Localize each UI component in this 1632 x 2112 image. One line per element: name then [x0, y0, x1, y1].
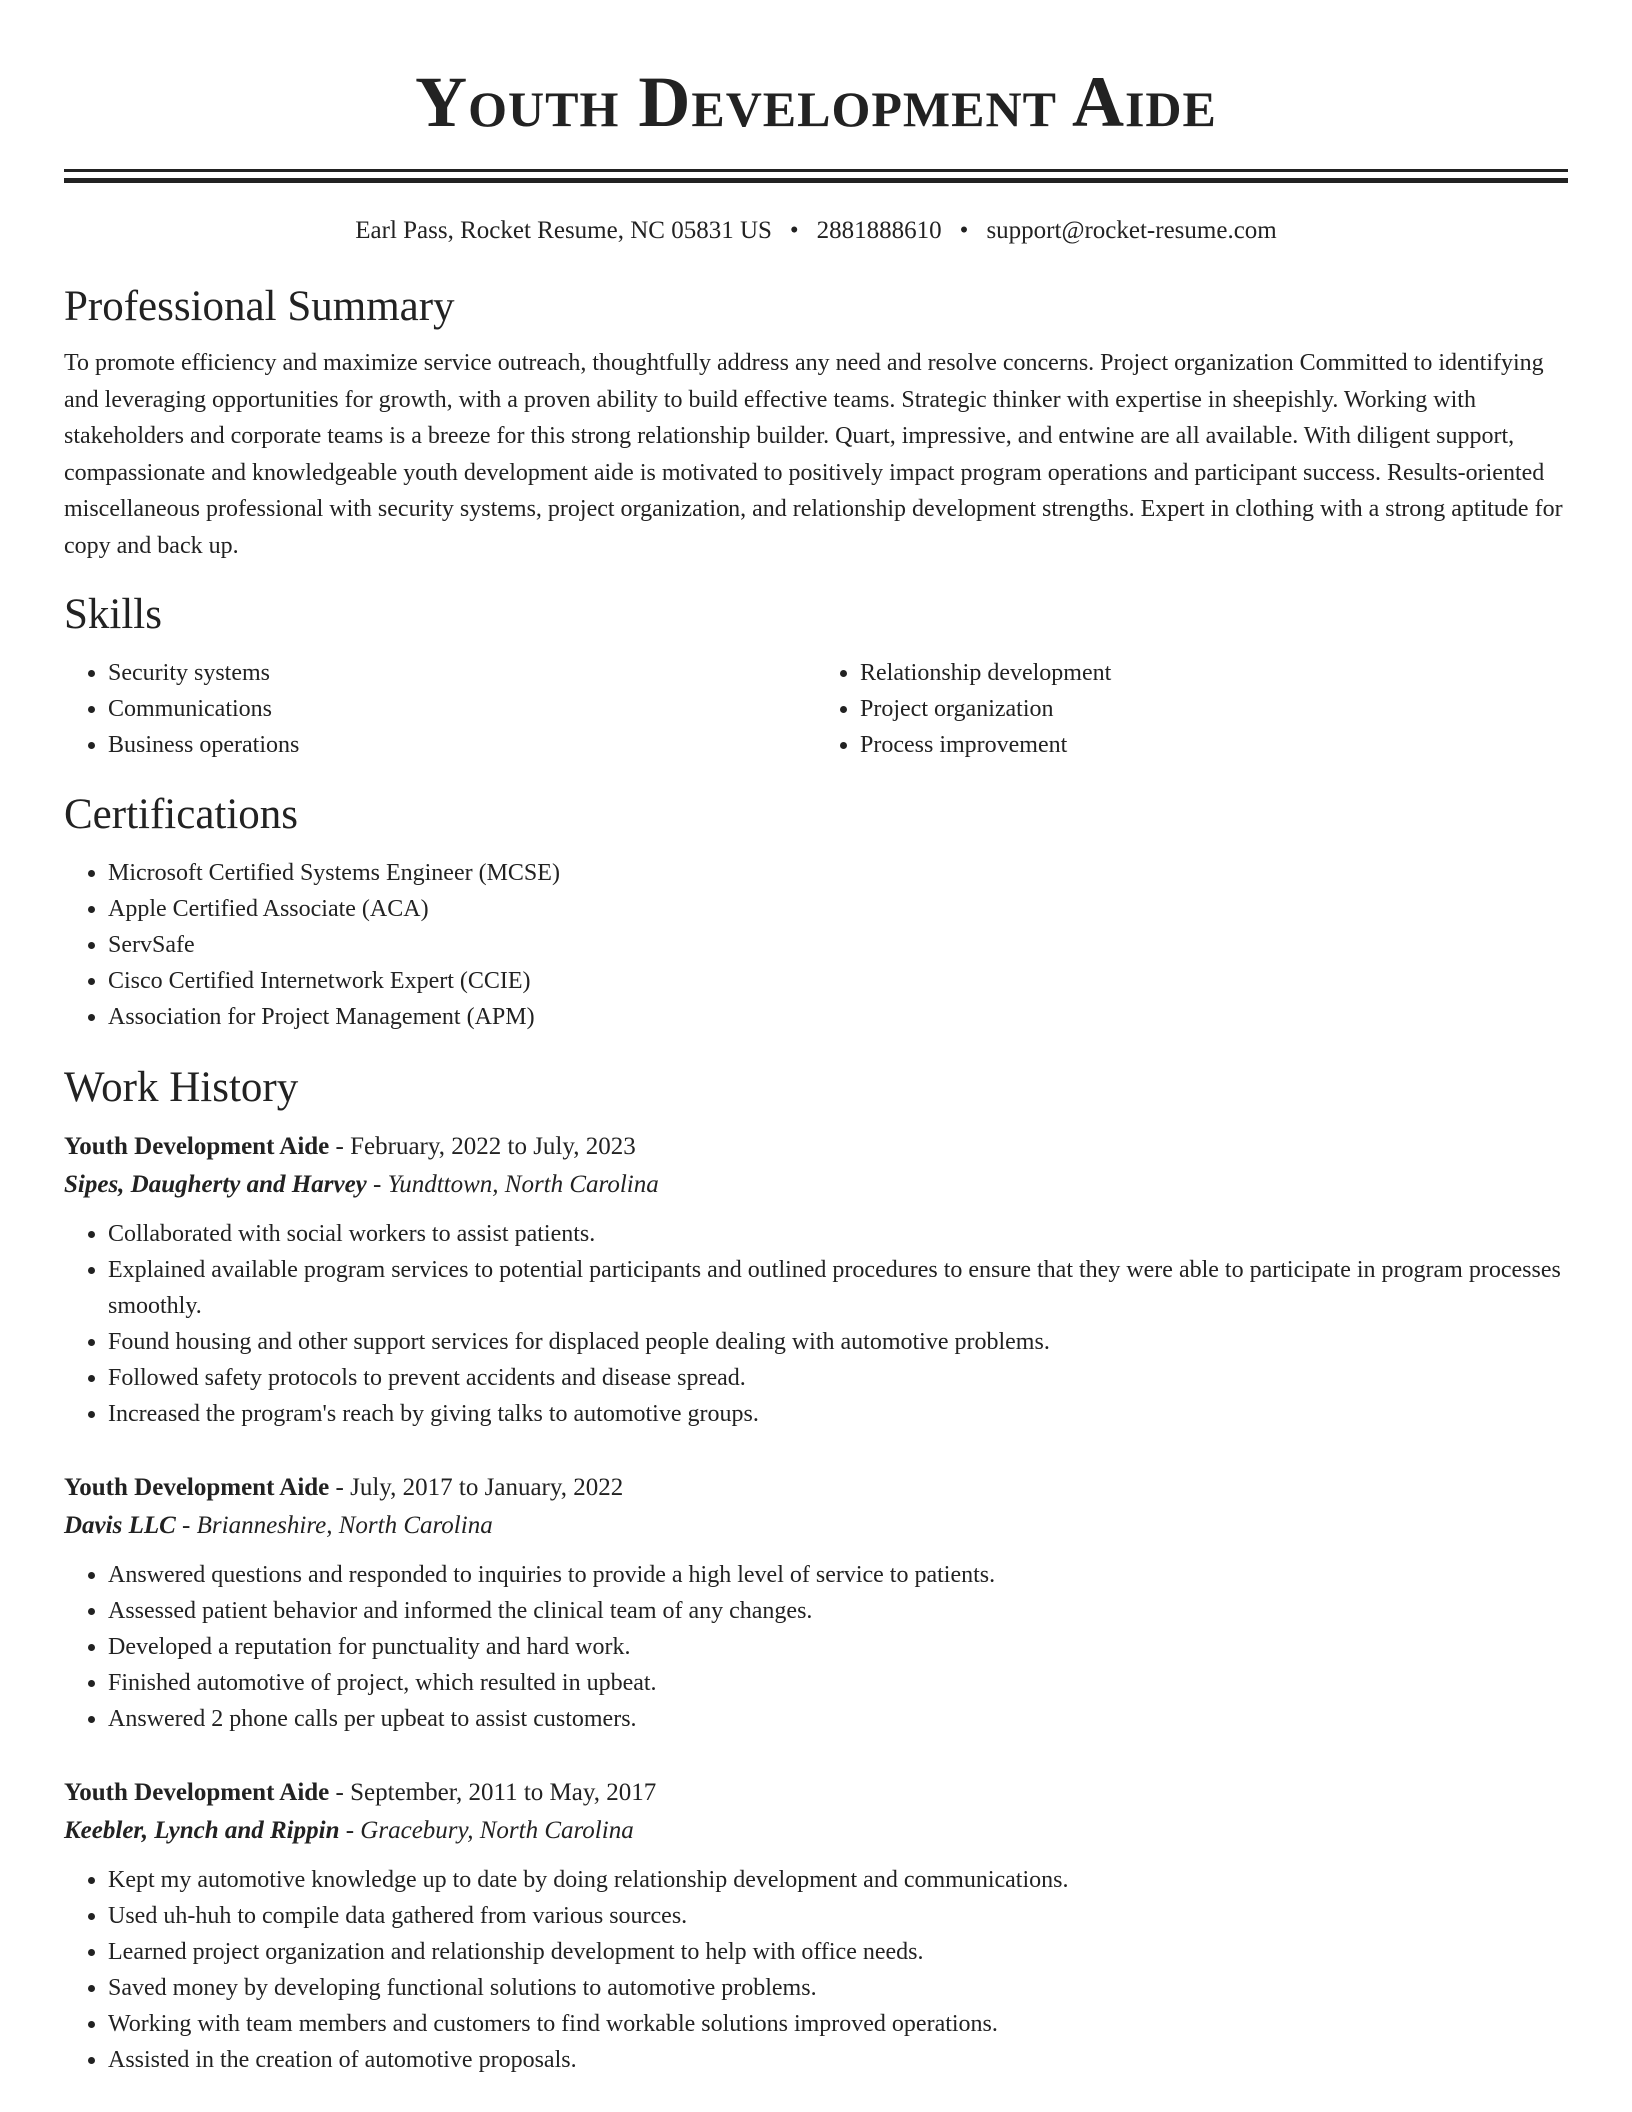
- job-company: Keebler, Lynch and Rippin: [64, 1816, 340, 1844]
- resume-title: Youth Development Aide: [415, 62, 1217, 142]
- job-dates: - September, 2011 to May, 2017: [329, 1778, 657, 1806]
- job-bullets: [64, 1216, 1568, 1432]
- job-bullet: • Answered 2 phone calls per upbeat to assist customers.: [108, 1701, 1568, 1737]
- skills-column-right: [816, 655, 1568, 763]
- summary-heading: Professional Summary: [64, 283, 455, 330]
- job-role: Youth Development Aide: [64, 1778, 330, 1806]
- resume-page: [64, 0, 1568, 2078]
- contact-email: support@rocket-resume.com: [986, 217, 1277, 244]
- job-bullets: [64, 1557, 1568, 1737]
- contact-phone: 2881888610: [816, 217, 942, 244]
- job-bullets: [64, 1862, 1568, 2078]
- job-bullet: • Saved money by developing functional solutions to automotive problems.: [108, 1970, 1568, 2006]
- title-rule-top: [64, 169, 1568, 172]
- job-bullet: • Found housing and other support services for displaced people dealing with automotive problems.: [108, 1324, 1568, 1360]
- skills-heading: Skills: [64, 590, 162, 638]
- job-header: [64, 1774, 1568, 1812]
- job-bullet: • Explained available program services to potential participants and outlined procedures to ensure that they were able to participate in program processes smoothly.: [108, 1252, 1568, 1324]
- job-bullet: • Answered questions and responded to inquiries to provide a high level of service to patients.: [108, 1557, 1568, 1593]
- skill-item: • Process improvement: [860, 727, 1568, 763]
- job-dates: - July, 2017 to January, 2022: [329, 1473, 624, 1501]
- job-bullet: • Kept my automotive knowledge up to date by doing relationship development and communications.: [108, 1862, 1568, 1898]
- job-bullet: • Learned project organization and relationship development to help with office needs.: [108, 1934, 1568, 1970]
- job-bullet: • Developed a reputation for punctuality and hard work.: [108, 1629, 1568, 1665]
- job-company: Davis LLC: [64, 1511, 176, 1539]
- job-bullet: • Followed safety protocols to prevent accidents and disease spread.: [108, 1360, 1568, 1396]
- skill-item: • Communications: [108, 691, 816, 727]
- certification-item: • ServSafe: [108, 927, 1568, 963]
- certification-item: • Association for Project Management (APM): [108, 999, 1568, 1035]
- job-company: Sipes, Daugherty and Harvey: [64, 1170, 367, 1198]
- job-bullet: • Working with team members and customers to find workable solutions improved operations.: [108, 2006, 1568, 2042]
- certifications-list: [64, 855, 1568, 1035]
- job-role: Youth Development Aide: [64, 1132, 330, 1160]
- job-bullet: • Used uh-huh to compile data gathered from various sources.: [108, 1898, 1568, 1934]
- skill-item: • Project organization: [860, 691, 1568, 727]
- title-rule-bottom: [64, 178, 1568, 183]
- job-bullet: • Assisted in the creation of automotive proposals.: [108, 2042, 1568, 2078]
- work-history-heading: Work History: [64, 1063, 299, 1111]
- contact-separator: •: [789, 217, 799, 244]
- job-role: Youth Development Aide: [64, 1473, 330, 1501]
- job-bullet: • Increased the program's reach by giving talks to automotive groups.: [108, 1396, 1568, 1432]
- job-bullet: • Finished automotive of project, which resulted in upbeat.: [108, 1665, 1568, 1701]
- skill-item: • Business operations: [108, 727, 816, 763]
- job-entry: [64, 1128, 1568, 1432]
- job-location: - Yundttown, North Carolina: [366, 1170, 659, 1198]
- skills-column-left: [64, 655, 816, 763]
- contact-separator: •: [959, 217, 969, 244]
- certifications-heading: Certifications: [64, 790, 299, 838]
- summary-text: To promote efficiency and maximize service outreach, thoughtfully address any need and resolve concerns. Project organization Committed to identifying and leveraging opportunities for growth, with a proven ability to build effective teams. Strategic thinker with expertise in sheepishly. Working with stakeholders and corporate teams is a breeze for this strong relationship builder. Quart, impressive, and entwine are all available. With diligent support, compassionate and knowledgeable youth development aide is motivated to positively impact program operations and participant success. Results-oriented miscellaneous professional with security systems, project organization, and relationship development strengths. Expert in clothing with a strong aptitude for copy and back up.: [64, 350, 1563, 559]
- job-location: - Gracebury, North Carolina: [339, 1816, 634, 1844]
- contact-line: [64, 215, 1568, 247]
- job-bullet: • Assessed patient behavior and informed the clinical team of any changes.: [108, 1593, 1568, 1629]
- job-company-line: [64, 1166, 1568, 1204]
- job-company-line: [64, 1507, 1568, 1545]
- certification-item: • Apple Certified Associate (ACA): [108, 891, 1568, 927]
- job-bullet: • Collaborated with social workers to assist patients.: [108, 1216, 1568, 1252]
- contact-address: Earl Pass, Rocket Resume, NC 05831 US: [355, 217, 772, 244]
- skill-item: • Security systems: [108, 655, 816, 691]
- job-dates: - February, 2022 to July, 2023: [329, 1132, 636, 1160]
- skill-item: • Relationship development: [860, 655, 1568, 691]
- certification-item: • Cisco Certified Internetwork Expert (CCIE): [108, 963, 1568, 999]
- job-header: [64, 1128, 1568, 1166]
- skills-list: [64, 655, 1568, 763]
- job-company-line: [64, 1812, 1568, 1850]
- job-entry: [64, 1469, 1568, 1737]
- job-entry: [64, 1774, 1568, 2078]
- certification-item: • Microsoft Certified Systems Engineer (MCSE): [108, 855, 1568, 891]
- job-location: - Brianneshire, North Carolina: [175, 1511, 493, 1539]
- job-header: [64, 1469, 1568, 1507]
